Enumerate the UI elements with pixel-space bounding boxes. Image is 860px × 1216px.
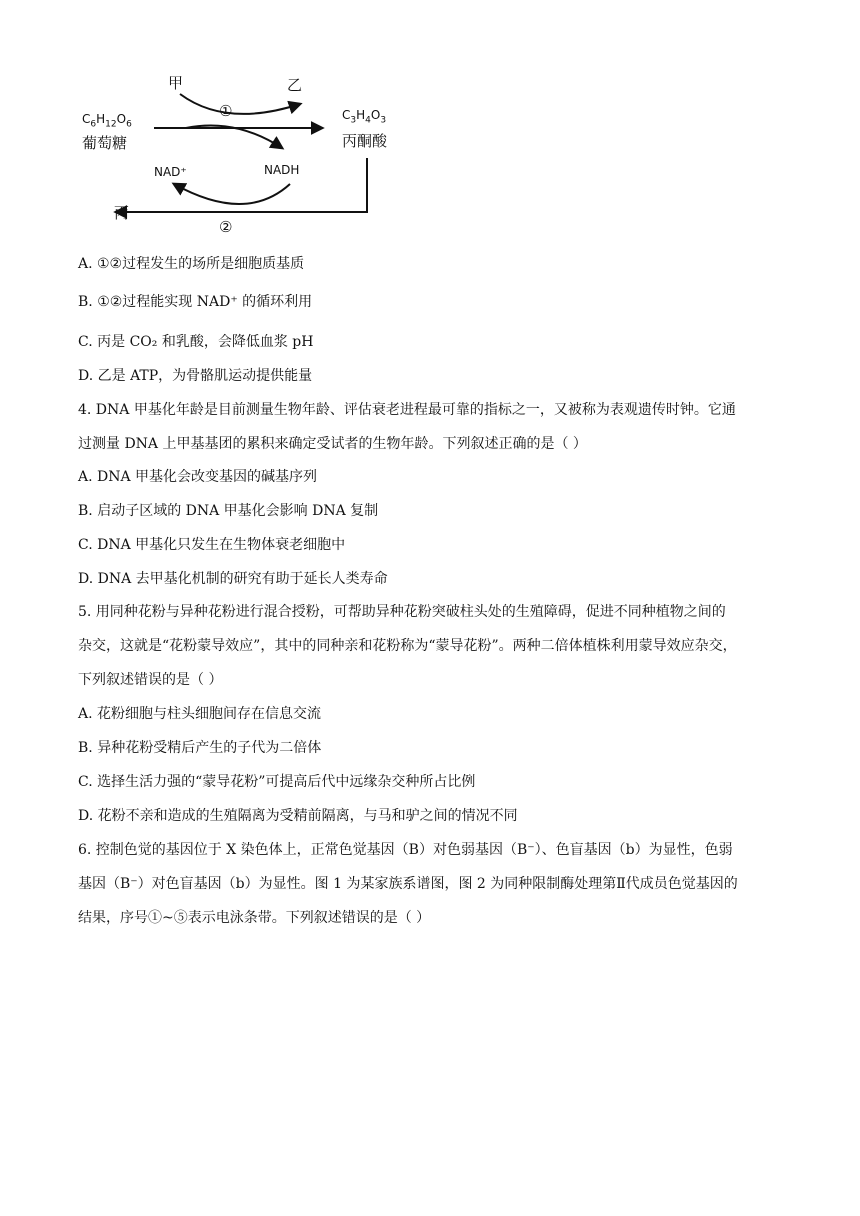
q4-option-b: B. 启动子区域的 DNA 甲基化会影响 DNA 复制 <box>78 503 379 519</box>
q5-option-c: C. 选择生活力强的“蒙导花粉”可提高后代中远缘杂交种所占比例 <box>78 774 476 790</box>
glucose-label: 葡萄糖 <box>82 134 128 152</box>
q5-option-d: D. 花粉不亲和造成的生殖隔离为受精前隔离，与马和驴之间的情况不同 <box>78 808 518 824</box>
nadh-label: NADH <box>264 163 300 177</box>
q5-stem-line1: 5. 用同种花粉与异种花粉进行混合授粉，可帮助异种花粉突破柱头处的生殖障碍，促进不同种植物之间的 <box>78 604 726 620</box>
q6-stem-line1: 6. 控制色觉的基因位于 X 染色体上，正常色觉基因（B）对色弱基因（B⁻）、色盲基因（b）为显性，色弱 <box>78 842 733 858</box>
q4-stem-line2: 过测量 DNA 上甲基基团的累积来确定受试者的生物年龄。下列叙述正确的是（ ） <box>78 436 587 452</box>
label-step2: ② <box>219 218 233 236</box>
label-step1: ① <box>219 102 233 120</box>
q4-option-c: C. DNA 甲基化只发生在生物体衰老细胞中 <box>78 537 346 553</box>
q4-option-a: A. DNA 甲基化会改变基因的碱基序列 <box>78 469 318 485</box>
label-bing: 丙 <box>114 204 130 222</box>
nad-label: NAD⁺ <box>154 165 187 179</box>
q3-option-c: C. 丙是 CO₂ 和乳酸，会降低血浆 pH <box>78 334 314 350</box>
q4-stem-line1: 4. DNA 甲基化年龄是目前测量生物年龄、评估衰老进程最可靠的指标之一，又被称为表观遗传时钟。它通 <box>78 402 736 418</box>
label-jia: 甲 <box>168 74 184 92</box>
q6-stem-line3: 结果，序号①~⑤表示电泳条带。下列叙述错误的是（ ） <box>78 910 431 926</box>
pyruvate-formula: $C_3H_4O_3$ <box>342 108 387 126</box>
glucose-formula: $C_6H_{12}O_6$ <box>82 112 132 130</box>
jia-to-yi-arrow <box>180 94 300 114</box>
nadh-to-nad-arrow <box>174 184 290 204</box>
q5-option-b: B. 异种花粉受精后产生的子代为二倍体 <box>78 740 322 756</box>
q3-option-a: A. ①②过程发生的场所是细胞质基质 <box>78 256 305 272</box>
q5-stem-line3: 下列叙述错误的是（ ） <box>78 672 223 688</box>
glycolysis-diagram <box>76 66 416 246</box>
q5-option-a: A. 花粉细胞与柱头细胞间存在信息交流 <box>78 706 322 722</box>
q4-option-d: D. DNA 去甲基化机制的研究有助于延长人类寿命 <box>78 571 388 587</box>
q3-option-b: B. ①②过程能实现 NAD⁺ 的循环利用 <box>78 294 313 310</box>
q6-stem-line2: 基因（B⁻）对色盲基因（b）为显性。图 1 为某家族系谱图，图 2 为同种限制酶处理第Ⅱ代成员色觉基因的 <box>78 876 738 892</box>
q3-option-d: D. 乙是 ATP，为骨骼肌运动提供能量 <box>78 368 313 384</box>
q5-stem-line2: 杂交，这就是“花粉蒙导效应”，其中的同种亲和花粉称为“蒙导花粉”。两种二倍体植株利用蒙导效应杂交， <box>78 638 737 654</box>
pyruvate-label: 丙酮酸 <box>342 132 388 150</box>
label-yi: 乙 <box>287 76 303 94</box>
